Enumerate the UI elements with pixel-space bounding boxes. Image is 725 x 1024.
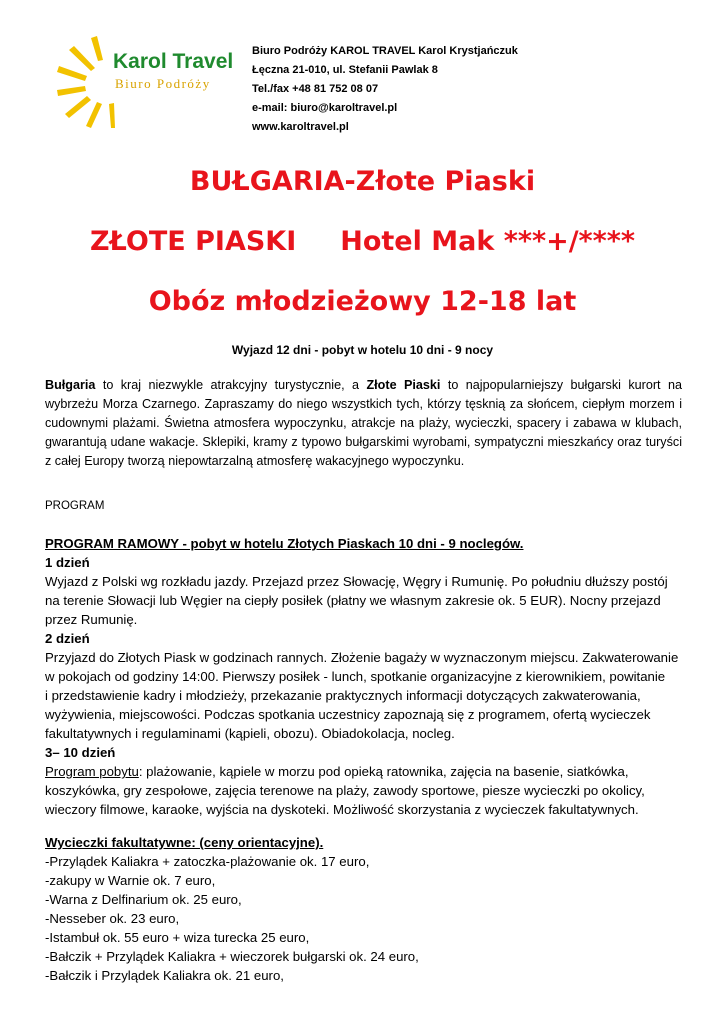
excursion-item: -Bałczik + Przylądek Kaliakra + wieczorek bułgarski ok. 24 euro,: [45, 949, 419, 964]
excursions-heading: Wycieczki fakultatywne: (ceny orientacyjne).: [45, 835, 324, 850]
day2-line: fakultatywnych i regulaminami (kąpieli, obozu). Obiadokolacja, nocleg.: [45, 726, 455, 741]
contact-company: Biuro Podróży KAROL TRAVEL Karol Krystjańczuk: [252, 45, 518, 57]
contact-phone: Tel./fax +48 81 752 08 07: [252, 83, 379, 95]
excursion-item: -Istambuł ok. 55 euro + wiza turecka 25 euro,: [45, 930, 310, 945]
day2-line: w pokojach od godziny 14:00. Pierwszy posiłek - lunch, spotkanie organizacyjne z kierownikiem, powitanie: [45, 669, 666, 684]
program-section: [45, 534, 695, 819]
intro-paragraph: [45, 376, 682, 471]
day3-title: 3– 10 dzień: [45, 745, 116, 760]
page-title: BUŁGARIA-Złote Piaski: [189, 166, 536, 197]
logo-subtitle: Biuro Podróży: [115, 76, 211, 91]
contact-block: [252, 42, 518, 137]
excursion-item: -Bałczik i Przylądek Kaliakra ok. 21 euro,: [45, 968, 284, 983]
day2-line: wyżywienia, miejscowości. Podczas spotkania uczestnicy zapoznają się z programem, ofertą wycieczek: [45, 707, 651, 722]
sun-rays-icon: [55, 30, 235, 130]
logo-name: Karol Travel: [113, 50, 234, 73]
day2-line: i przedstawienie kadry i młodzieży, przekazanie praktycznych informacji dotyczących zakwaterowania,: [45, 688, 641, 703]
day2-line: Przyjazd do Złotych Piask w godzinach rannych. Złożenie bagaży w wyznaczonym miejscu. Zakwaterowanie: [45, 650, 679, 665]
contact-address: Łęczna 21-010, ul. Stefanii Pawlak 8: [252, 64, 438, 76]
excursion-item: -Nesseber ok. 23 euro,: [45, 911, 180, 926]
program-label: PROGRAM: [45, 500, 105, 512]
excursion-item: -zakupy w Warnie ok. 7 euro,: [45, 873, 216, 888]
intro-text-2: to najpopularniejszy bułgarski kurort na wybrzeżu Morza Czarnego. Zapraszamy do niego wszystkich tych, którzy tęsknią za słońcem, ciepłym morzem i cudownymi plażami. Świetna atmosfera wypoczynku, atrakcje na plaży, wycieczki, spacery i zabawa w klubach, gwarantują udane wakacje. Sklepiki, kramy z typowo bułgarskimi wyrobami, sympatyczni mieszkańcy oraz turyści z całej Europy tworzą niepowtarzalną atmosferę wakacyjnego wypoczynku.: [45, 378, 682, 468]
contact-email[interactable]: e-mail: biuro@karoltravel.pl: [252, 102, 398, 114]
day3-label: Program pobytu: [45, 764, 139, 779]
trip-duration: Wyjazd 12 dni - pobyt w hotelu 10 dni - 9 nocy: [231, 343, 494, 357]
intro-bold-bulgaria: Bułgaria: [45, 378, 96, 392]
day3-first: : plażowanie, kąpiele w morzu pod opieką ratownika, zajęcia na basenie, siatkówka,: [138, 764, 629, 779]
intro-bold-zlote-piaski: Złote Piaski: [366, 378, 441, 392]
hotel-name: Hotel Mak ***+/****: [340, 226, 636, 257]
program-heading: PROGRAM RAMOWY - pobyt w hotelu Złotych Piaskach 10 dni - 9 noclegów.: [45, 536, 524, 551]
intro-text-1: to kraj niezwykle atrakcyjny turystycznie, a: [95, 378, 367, 392]
excursions-section: [45, 833, 695, 985]
day1-line: Wyjazd z Polski wg rozkładu jazdy. Przejazd przez Słowację, Węgry i Rumunię. Po południu dłuższy postój: [45, 574, 668, 589]
day2-title: 2 dzień: [45, 631, 90, 646]
excursion-item: -Przylądek Kaliakra + zatoczka-plażowanie ok. 17 euro,: [45, 854, 370, 869]
hotel-location: ZŁOTE PIASKI: [89, 226, 297, 257]
contact-website[interactable]: www.karoltravel.pl: [252, 121, 349, 133]
day1-line: na terenie Słowacji lub Węgier na ciepły posiłek (płatny we własnym zakresie ok. 5 EUR). Nocny przejazd: [45, 593, 661, 608]
company-logo: [55, 30, 235, 130]
day3-line: koszykówka, gry zespołowe, zajęcia terenowe na plaży, zawody sportowe, piesze wycieczki po okolicy,: [45, 783, 645, 798]
day3-line: [45, 762, 695, 781]
day1-title: 1 dzień: [45, 555, 90, 570]
hotel-title: [0, 226, 725, 257]
day1-line: przez Rumunię.: [45, 612, 138, 627]
camp-title: Obóz młodzieżowy 12-18 lat: [148, 286, 577, 317]
excursion-item: -Warna z Delfinarium ok. 25 euro,: [45, 892, 242, 907]
day3-line: wieczory filmowe, karaoke, wyjścia na dyskoteki. Możliwość skorzystania z wycieczek fakultatywnych.: [45, 802, 639, 817]
